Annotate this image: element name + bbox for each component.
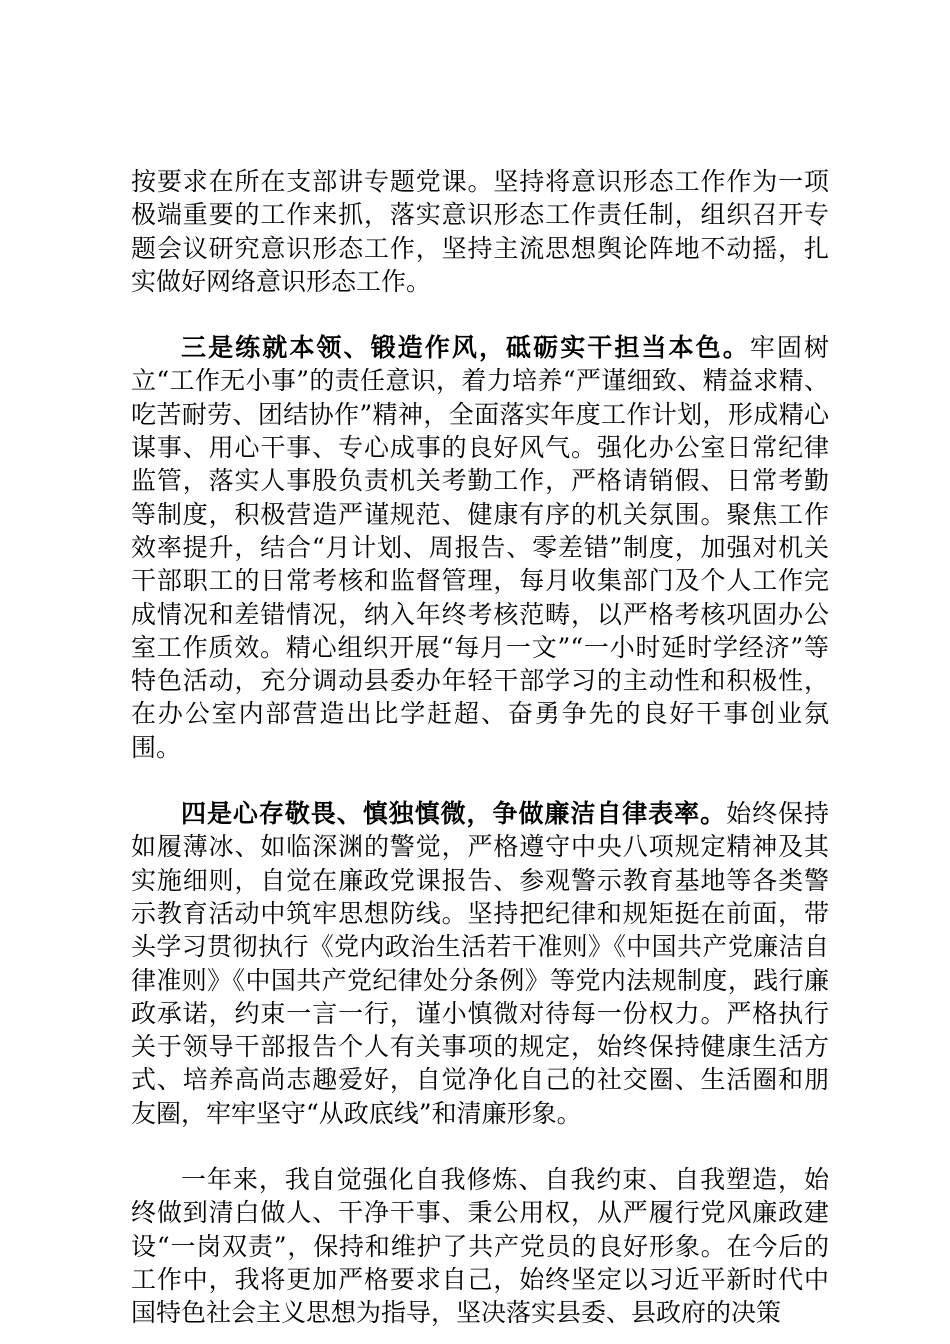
paragraph-heading: 四是心存敬畏、慎独慎微，争做廉洁自律表率。	[181, 799, 727, 829]
paragraph-text: 一年来，我自觉强化自我修炼、自我约束、自我塑造，始终做到清白做人、干净干事、秉公用权，从严履行党风廉政建设“一岗双责”，保持和维护了共产党员的良好形象。在今后的工作中，我将更加严格要求自己，始终坚定以习近平新时代中国特色社会主义思想为指导，坚决落实县委、县政府的决策	[131, 1165, 829, 1328]
paragraph-summary	[131, 1163, 829, 1329]
paragraph-text: 始终保持如履薄冰、如临深渊的警觉，严格遵守中央八项规定精神及其实施细则，自觉在廉政党课报告、参观警示教育基地等各类警示教育活动中筑牢思想防线。坚持把纪律和规矩挺在前面，带头学习贯彻执行《党内政治生活若干准则》《中国共产党廉洁自律准则》《中国共产党纪律处分条例》等党内法规制度，践行廉政承诺，约束一言一行，谨小慎微对待每一份权力。严格执行关于领导干部报告个人有关事项的规定，始终保持健康生活方式、培养高尚志趣爱好，自觉净化自己的社交圈、生活圈和朋友圈，牢牢坚守“从政底线”和清廉形象。	[131, 799, 829, 1128]
paragraph-heading: 三是练就本领、锻造作风，砥砺实干担当本色。	[181, 333, 750, 363]
paragraph-integrity	[131, 797, 829, 1130]
paragraph-work-style	[131, 331, 829, 764]
document-page	[131, 165, 829, 1330]
paragraph-text: 按要求在所在支部讲专题党课。坚持将意识形态工作作为一项极端重要的工作来抓，落实意识形态工作责任制，组织召开专题会议研究意识形态工作，坚持主流思想舆论阵地不动摇，扎实做好网络意识形态工作。	[131, 167, 829, 296]
paragraph-text: 牢固树立“工作无小事”的责任意识，着力培养“严谨细致、精益求精、吃苦耐劳、团结协作”精神，全面落实年度工作计划，形成精心谋事、用心干事、专心成事的良好风气。强化办公室日常纪律监管，落实人事股负责机关考勤工作，严格请销假、日常考勤等制度，积极营造严谨规范、健康有序的机关氛围。聚焦工作效率提升，结合“月计划、周报告、零差错”制度，加强对机关干部职工的日常考核和监督管理，每月收集部门及个人工作完成情况和差错情况，纳入年终考核范畴，以严格考核巩固办公室工作质效。精心组织开展“每月一文”“一小时延时学经济”等特色活动，充分调动县委办年轻干部学习的主动性和积极性，在办公室内部营造出比学赶超、奋勇争先的良好干事创业氛围。	[131, 333, 829, 762]
paragraph-ideology-work	[131, 165, 829, 298]
